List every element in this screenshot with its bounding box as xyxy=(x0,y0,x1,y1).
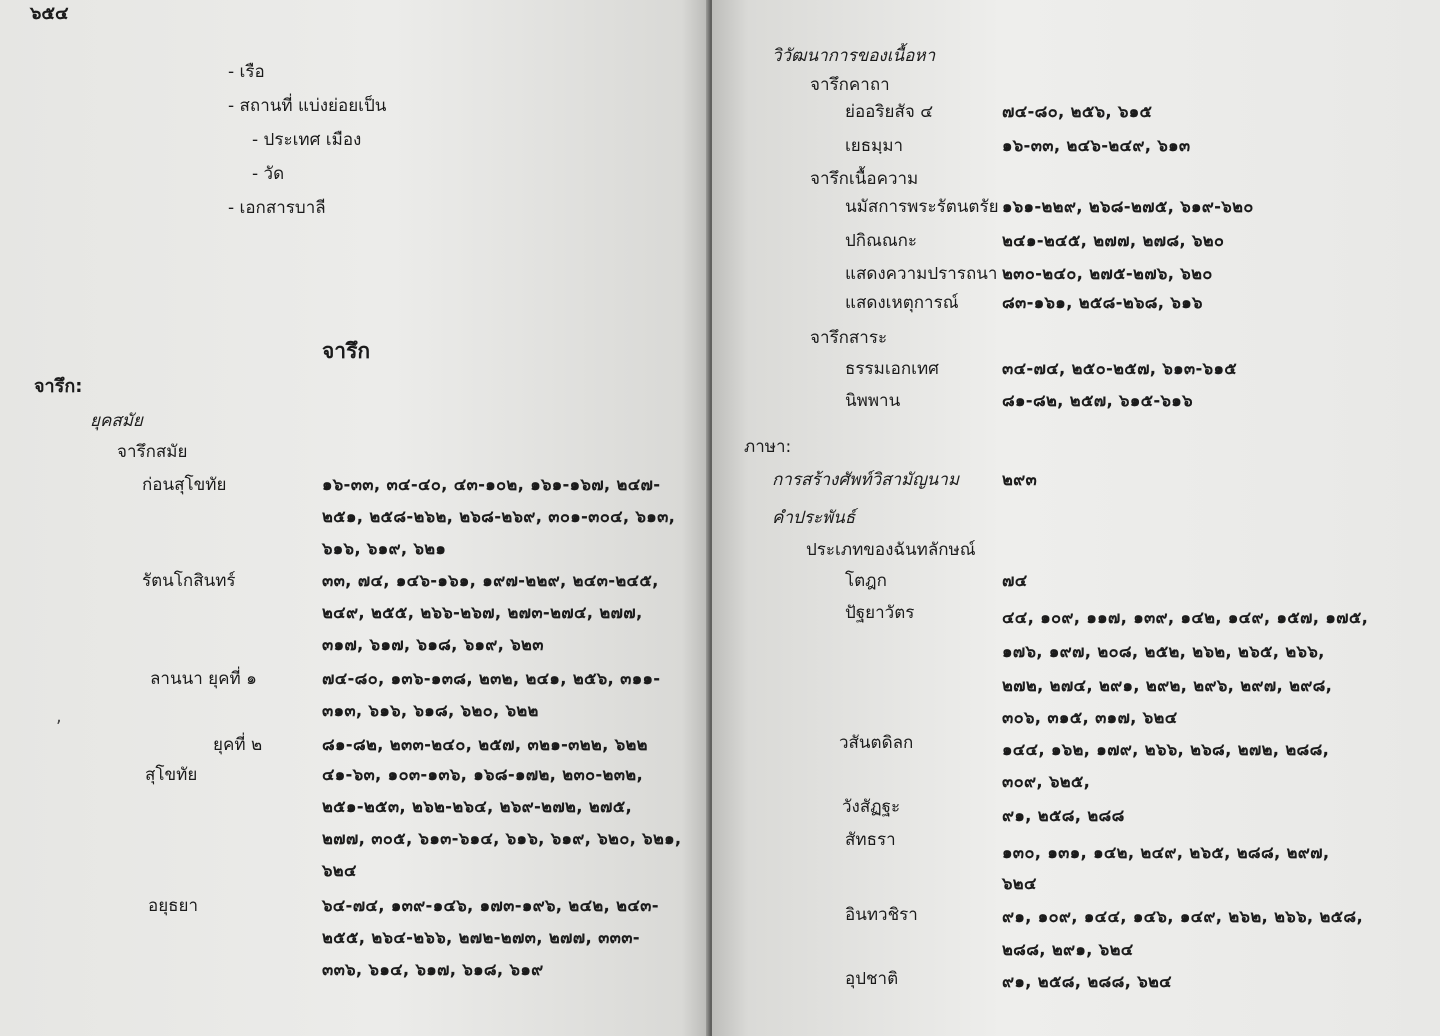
period-name: ก่อนสุโขทัย xyxy=(142,475,227,495)
index-refs: ๖๒๔ xyxy=(1002,874,1037,893)
index-refs: ๓๔-๗๔, ๒๕๐-๒๕๗, ๖๑๓-๖๑๕ xyxy=(1002,359,1237,378)
index-term: แสดงเหตุการณ์ xyxy=(845,293,959,313)
index-term: วังสัฏฐะ xyxy=(842,797,901,817)
period-refs: ๒๔๙, ๒๕๕, ๒๖๖-๒๖๗, ๒๗๓-๒๗๔, ๒๗๗, xyxy=(322,603,643,622)
index-term: อุปชาติ xyxy=(845,969,899,989)
period-refs: ๓๑๗, ๖๑๗, ๖๑๘, ๖๑๙, ๖๒๓ xyxy=(322,635,544,654)
index-refs: ๒๙๓ xyxy=(1002,470,1038,489)
index-term: ปัฐยาวัตร xyxy=(845,603,915,623)
period-refs: ๑๖-๓๓, ๓๔-๔๐, ๔๓-๑๐๒, ๑๖๑-๑๖๗, ๒๔๗- xyxy=(322,475,661,494)
index-term: ปกิณณกะ xyxy=(845,231,918,251)
index-refs: ๒๔๑-๒๔๕, ๒๗๗, ๒๗๘, ๖๒๐ xyxy=(1002,231,1225,250)
stray-mark: , xyxy=(56,706,62,727)
index-refs: ๗๔ xyxy=(1002,571,1028,590)
period-refs: ๖๒๔ xyxy=(322,861,357,880)
period-name: สุโขทัย xyxy=(145,765,198,785)
index-term: ธรรมเอกเทศ xyxy=(845,359,939,379)
place-item-pali-docs: - เอกสารบาลี xyxy=(228,198,326,218)
index-term: อินทวชิรา xyxy=(845,905,918,925)
period-refs: ๓๓๖, ๖๑๔, ๖๑๗, ๖๑๘, ๖๑๙ xyxy=(322,960,544,979)
index-term: โตฎก xyxy=(845,571,887,591)
content-title: วิวัฒนาการของเนื้อหา xyxy=(772,46,936,66)
period-refs: ๖๔-๗๔, ๑๓๙-๑๔๖, ๑๗๓-๑๙๖, ๒๔๒, ๒๔๓- xyxy=(322,896,659,915)
period-refs: ๓๑๓, ๖๑๖, ๖๑๘, ๖๒๐, ๖๒๒ xyxy=(322,701,539,720)
place-item-boat: - เรือ xyxy=(228,62,265,82)
period-refs: ๔๑-๖๓, ๑๐๓-๑๓๖, ๑๖๘-๑๗๒, ๒๓๐-๒๓๒, xyxy=(322,765,644,784)
index-refs: ๑๔๔, ๑๖๒, ๑๗๙, ๒๖๖, ๒๖๘, ๒๗๒, ๒๘๘, xyxy=(1002,740,1330,759)
index-refs: ๘๑-๘๒, ๒๕๗, ๖๑๕-๖๑๖ xyxy=(1002,391,1193,410)
index-term: ย่ออริยสัจ ๔ xyxy=(845,102,934,122)
place-item-locations: - สถานที่ แบ่งย่อยเป็น xyxy=(228,96,387,116)
place-item-country-city: - ประเทศ เมือง xyxy=(252,130,362,150)
period-refs: ๒๕๑, ๒๕๘-๒๖๒, ๒๖๘-๒๖๙, ๓๐๑-๓๐๔, ๖๑๓, xyxy=(322,507,676,526)
compound-label: การสร้างศัพท์วิสามัญนาม xyxy=(772,470,960,490)
meter-label: ประเภทของฉันทลักษณ์ xyxy=(806,540,976,560)
index-refs: ๓๐๖, ๓๑๕, ๓๑๗, ๖๒๔ xyxy=(1002,708,1178,727)
index-refs: ๒๘๘, ๒๙๑, ๖๒๔ xyxy=(1002,940,1134,959)
period-name: ลานนา ยุคที่ ๑ xyxy=(150,669,257,689)
category-label: จารึก: xyxy=(34,376,83,397)
index-refs: ๙๑, ๒๕๘, ๒๘๘ xyxy=(1002,806,1125,825)
prose-label: จารึกเนื้อความ xyxy=(810,169,919,189)
period-refs: ๒๕๕, ๒๖๔-๒๖๖, ๒๗๒-๒๗๓, ๒๗๗, ๓๓๓- xyxy=(322,928,640,947)
index-refs: ๒๓๐-๒๔๐, ๒๗๕-๒๗๖, ๖๒๐ xyxy=(1002,264,1213,283)
right-page xyxy=(712,0,1440,1036)
page-number: ๖๕๔ xyxy=(30,3,69,24)
left-page xyxy=(0,0,710,1036)
index-refs: ๘๓-๑๖๑, ๒๕๘-๒๖๘, ๖๑๖ xyxy=(1002,293,1203,312)
essence-label: จารึกสาระ xyxy=(810,328,888,348)
index-term: แสดงความปรารถนา xyxy=(845,264,998,284)
period-name: รัตนโกสินทร์ xyxy=(142,571,236,591)
index-refs: ๑๗๖, ๑๙๗, ๒๐๘, ๒๕๒, ๒๖๒, ๒๖๕, ๒๖๖, xyxy=(1002,642,1325,661)
index-term: นมัสการพระรัตนตรัย xyxy=(845,197,999,217)
poetry-label: คำประพันธ์ xyxy=(772,508,856,528)
index-term: สัทธรา xyxy=(845,830,896,850)
index-refs: ๔๔, ๑๐๙, ๑๑๗, ๑๓๙, ๑๔๒, ๑๔๙, ๑๕๗, ๑๗๕, xyxy=(1002,608,1369,627)
index-refs: ๑๖-๓๓, ๒๔๖-๒๔๙, ๖๑๓ xyxy=(1002,136,1191,155)
period-name: อยุธยา xyxy=(148,896,199,916)
era-label: ยุคสมัย xyxy=(90,411,143,431)
period-name: ยุคที่ ๒ xyxy=(213,735,263,755)
language-label: ภาษา: xyxy=(744,437,792,457)
index-refs: ๑๓๐, ๑๓๑, ๑๔๒, ๒๔๙, ๒๖๕, ๒๘๘, ๒๙๗, xyxy=(1002,843,1330,862)
index-refs: ๑๖๑-๒๒๙, ๒๖๘-๒๗๕, ๖๑๙-๖๒๐ xyxy=(1002,197,1254,216)
period-label: จารึกสมัย xyxy=(117,442,188,462)
period-refs: ๗๔-๘๐, ๑๓๖-๑๓๘, ๒๓๒, ๒๔๑, ๒๕๖, ๓๑๑- xyxy=(322,669,661,688)
index-term: เยธมฺมา xyxy=(845,136,904,156)
index-term: นิพพาน xyxy=(845,391,901,411)
section-heading: จารึก xyxy=(322,339,371,363)
index-refs: ๙๑, ๒๕๘, ๒๘๘, ๖๒๔ xyxy=(1002,972,1172,991)
period-refs: ๓๓, ๗๔, ๑๔๖-๑๖๑, ๑๙๗-๒๒๙, ๒๔๓-๒๔๕, xyxy=(322,571,659,590)
period-refs: ๘๑-๘๒, ๒๓๓-๒๔๐, ๒๕๗, ๓๒๑-๓๒๒, ๖๒๒ xyxy=(322,735,648,754)
index-refs: ๗๔-๘๐, ๒๕๖, ๖๑๕ xyxy=(1002,102,1153,121)
index-refs: ๓๐๙, ๖๒๕, xyxy=(1002,772,1091,791)
index-refs: ๒๗๒, ๒๗๔, ๒๙๑, ๒๙๒, ๒๙๖, ๒๙๗, ๒๙๘, xyxy=(1002,676,1333,695)
gatha-label: จารึกคาถา xyxy=(810,75,890,95)
place-item-temple: - วัด xyxy=(252,164,285,184)
period-refs: ๒๕๑-๒๕๓, ๒๖๒-๒๖๔, ๒๖๙-๒๗๒, ๒๗๕, xyxy=(322,797,633,816)
index-refs: ๙๑, ๑๐๙, ๑๔๔, ๑๔๖, ๑๔๙, ๒๖๒, ๒๖๖, ๒๕๘, xyxy=(1002,907,1364,926)
index-term: วสันตดิลก xyxy=(839,733,914,753)
period-refs: ๒๗๗, ๓๐๕, ๖๑๓-๖๑๔, ๖๑๖, ๖๑๙, ๖๒๐, ๖๒๑, xyxy=(322,829,682,848)
period-refs: ๖๑๖, ๖๑๙, ๖๒๑ xyxy=(322,539,447,558)
